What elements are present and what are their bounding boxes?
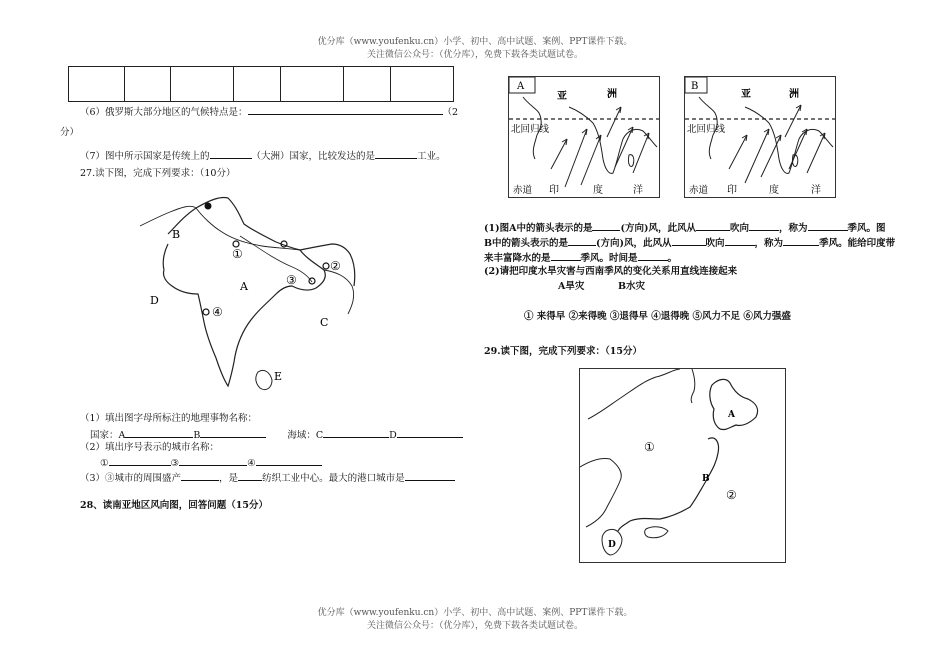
q27-part-1: （1）填出图字母所标注的地理事物名称： [80, 413, 258, 424]
map27-label-E: E [274, 370, 283, 383]
map-a-yin: 印 [549, 185, 559, 196]
q28-text: 。 [667, 253, 678, 264]
answer-blank[interactable] [808, 221, 848, 231]
answer-blank[interactable] [179, 456, 247, 466]
answer-blank[interactable] [248, 105, 443, 115]
city-2-dot [323, 263, 329, 269]
q28-option-b: B水灾 [618, 281, 646, 292]
map-b-yang: 洋 [811, 185, 821, 196]
india-map [140, 186, 370, 396]
sakhalin [691, 369, 695, 403]
q27-part-3 [80, 471, 455, 485]
q27-part-2: （2）填出序号表示的城市名称： [80, 442, 220, 453]
q28-text: 吹向 [729, 223, 749, 234]
header-line-1: 优分库（www.youfenku.cn）小学、初中、高中试题、案例、PPT课件下载。 [317, 37, 633, 47]
q6-score-end: 分） [60, 127, 80, 138]
map-a-tag: A [517, 81, 525, 92]
table-cell [344, 67, 391, 102]
q27-part-1-answers [90, 428, 463, 442]
q7-text-3: 工业。 [417, 151, 446, 162]
q28-text: 来丰富降水的是 [484, 253, 551, 264]
honshu [618, 438, 719, 531]
map-a-yang: 洋 [633, 185, 643, 196]
city-4-dot [203, 309, 209, 315]
q28-part-1-line-1 [484, 221, 886, 235]
map-b-du: 度 [769, 185, 779, 196]
city-3-label: ③ [170, 458, 180, 469]
japan-label-B: B [702, 474, 710, 484]
q28-options-list: ① 来得早 ②来得晚 ③退得早 ④退得晚 ⑤风力不足 ⑥风力强盛 [524, 311, 791, 322]
footer-line-1: 优分库（www.youfenku.cn）小学、初中、高中试题、案例、PPT课件下载。 [317, 608, 633, 618]
answer-blank[interactable] [200, 428, 266, 438]
question-29-title: 29.读下图，完成下列要求：（15分） [484, 346, 642, 357]
japan-label-D: D [608, 540, 616, 550]
mainland-coast [588, 369, 680, 419]
q28-text: 吹向 [705, 238, 725, 249]
answer-blank[interactable] [238, 471, 262, 481]
answer-blank[interactable] [256, 456, 322, 466]
q7-text-1: （7）图中所示国家是传统上的 [80, 151, 210, 162]
map27-label-2: ② [330, 259, 341, 273]
capital-dot [205, 203, 212, 210]
map27-label-3: ③ [286, 273, 297, 287]
q28-part-1-line-3 [484, 251, 677, 265]
country-b-label: B [193, 430, 201, 441]
map27-label-A: A [240, 280, 248, 293]
japan-label-1: ① [644, 440, 655, 454]
map-b-zhou: 洲 [789, 89, 799, 100]
q27-3-text-3: 纺织工业中心。最大的港口城市是 [262, 473, 405, 484]
answer-blank[interactable] [375, 149, 417, 159]
map27-label-D: D [150, 294, 159, 307]
map-a-du: 度 [593, 185, 603, 196]
table-cell [125, 67, 171, 102]
answer-blank[interactable] [405, 471, 455, 481]
map-b-equator: 赤道 [689, 185, 709, 196]
map-b-asia: 亚 [741, 89, 751, 100]
hokkaido [710, 379, 758, 429]
header-line-2: 关注微信公众号：（优分库），免费下载各类试题试卷。 [366, 50, 583, 60]
himalaya-border [196, 208, 300, 250]
question-7 [80, 149, 446, 163]
q28-text: 季风。图 [847, 223, 886, 234]
answer-blank[interactable] [672, 236, 706, 246]
q28-part-2: (2)请把印度水旱灾害与西南季风的变化关系用直线连接起来 [484, 266, 738, 277]
shikoku [645, 527, 668, 538]
eastern-border [324, 270, 354, 314]
answer-blank[interactable] [749, 221, 779, 231]
city-3-dot [309, 278, 315, 284]
q28-text: 季风。能给印度带 [819, 238, 896, 249]
wind-map-a [508, 76, 660, 198]
question-6 [80, 105, 458, 119]
q28-text: (方向)风，此风从 [596, 238, 672, 249]
wind-map-b [684, 76, 836, 198]
q7-text-2: （大洲）国家，比较发达的是 [251, 151, 376, 162]
map-a-zhou: 洲 [607, 89, 617, 100]
answer-blank[interactable] [568, 236, 596, 246]
q28-text: 季风。时间是 [580, 253, 638, 264]
map27-label-B: B [172, 228, 181, 241]
map-b-tag: B [691, 81, 699, 92]
table-cell [171, 67, 234, 102]
answer-blank[interactable] [696, 221, 730, 231]
q28-text: (方向)风，此风从 [620, 223, 696, 234]
answer-blank[interactable] [125, 428, 193, 438]
table-cell [69, 67, 125, 102]
q28-text: ，称为 [754, 238, 784, 249]
q27-3-text-2: ，是 [219, 473, 239, 484]
q6-score: （2 [442, 107, 459, 118]
japan-map [579, 368, 786, 563]
question-28-title: 28、读南亚地区风向图，回答问题（15分） [80, 500, 268, 511]
answer-blank[interactable] [638, 251, 668, 261]
answer-blank[interactable] [181, 471, 219, 481]
answer-blank[interactable] [783, 236, 819, 246]
japan-label-A: A [728, 410, 735, 420]
answer-blank[interactable] [592, 221, 620, 231]
city-1-label: ① [100, 458, 109, 469]
river [240, 236, 312, 282]
q27-3-text-1: （3）③城市的周围盛产 [80, 473, 182, 484]
map27-label-4: ④ [212, 305, 223, 319]
table-cell [391, 67, 454, 102]
india-coastline [163, 197, 355, 386]
japan-label-2: ② [726, 488, 737, 502]
q28-option-a: A旱灾 [558, 281, 585, 292]
table-cell [234, 67, 281, 102]
map-b-tropic: 北回归线 [687, 124, 726, 135]
q27-part-2-answers [100, 456, 322, 470]
answer-blank[interactable] [323, 428, 389, 438]
northwest-border [140, 206, 196, 226]
answer-blank[interactable] [210, 149, 252, 159]
q28-text: B中的箭头表示的是 [484, 238, 569, 249]
sri-lanka [256, 370, 272, 389]
answer-blank[interactable] [109, 456, 171, 466]
map-b-yin: 印 [727, 185, 737, 196]
answer-table [68, 66, 454, 102]
answer-blank[interactable] [551, 251, 581, 261]
footer-line-2: 关注微信公众号：（优分库），免费下载各类试题试卷。 [366, 621, 583, 631]
q28-text: (1)图A中的箭头表示的是 [484, 223, 593, 234]
country-a-label: 国家：A [90, 430, 126, 441]
table-cell [281, 67, 344, 102]
map-a-equator: 赤道 [513, 185, 533, 196]
q6-text: （6）俄罗斯大部分地区的气候特点是： [80, 107, 248, 118]
question-27-title: 27.读下图，完成下列要求：（10分） [80, 168, 236, 179]
city-4-label: ④ [247, 458, 256, 469]
q28-text: ，称为 [779, 223, 808, 234]
sea-c-label: 海域：C [287, 430, 324, 441]
map-a-tropic: 北回归线 [511, 124, 550, 135]
map27-label-C: C [320, 316, 329, 329]
sea-d-label: D [389, 430, 397, 441]
q28-part-1-line-2 [484, 236, 895, 250]
map-a-asia: 亚 [557, 91, 567, 102]
answer-blank[interactable] [397, 428, 463, 438]
map27-label-1: ① [232, 247, 243, 261]
korea-coast [580, 458, 621, 527]
answer-blank[interactable] [725, 236, 755, 246]
